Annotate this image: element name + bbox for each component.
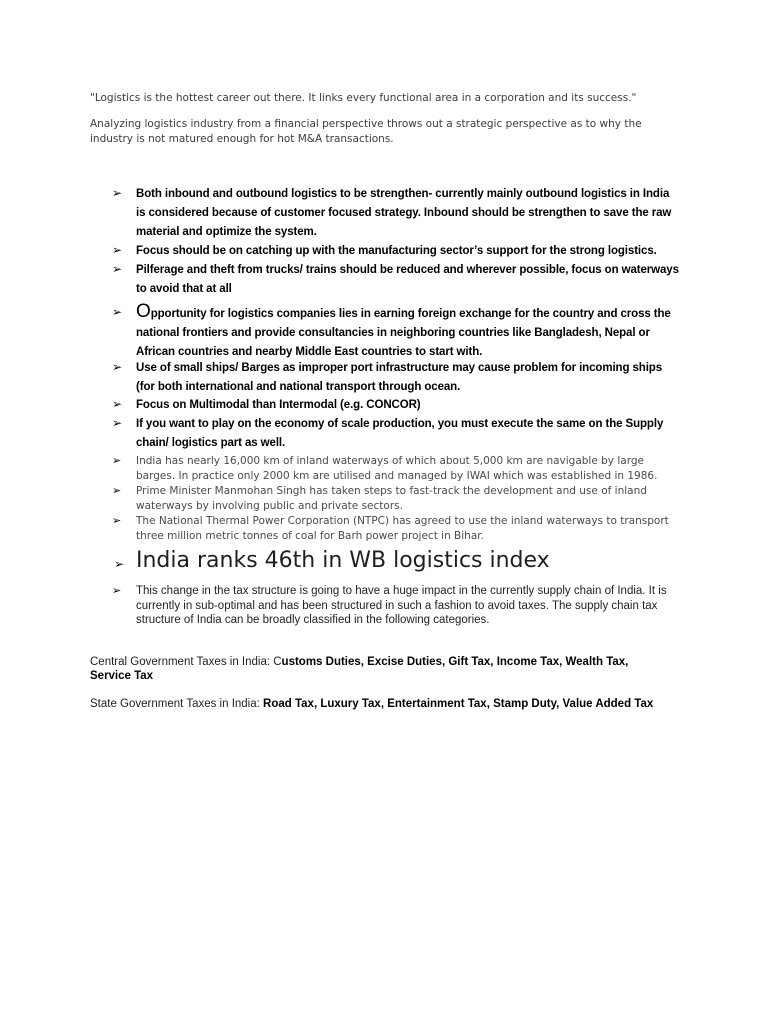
bullet-text: Pilferage and theft from trucks/ trains should be reduced and wherever possible, focus on waterways to avoid that at all: [136, 264, 679, 295]
arrow-bullet-icon: ➢: [112, 305, 123, 319]
arrow-bullet-icon: ➢: [112, 186, 123, 200]
bullet-text: Focus on Multimodal than Intermodal (e.g. CONCOR): [136, 399, 421, 411]
bullet-text: Use of small ships/ Barges as improper port infrastructure may cause problem for incoming ships (for both international and national transport through ocean.: [136, 362, 663, 393]
bullet-text: [136, 302, 681, 362]
arrow-bullet-icon: ➢: [112, 397, 123, 411]
bullet-text-rest: pportunity for logistics companies lies in earning foreign exchange for the country and cross the national frontiers and provide consultancies in neighboring countries like Bangladesh, Nepal or African countries and nearby Middle East countries to start with.: [136, 308, 671, 358]
arrow-bullet-icon: ➢: [112, 484, 122, 497]
intro-analysis: Analyzing logistics industry from a financial perspective throws out a strategic perspective as to why the industry is not matured enough for hot M&A transactions.: [90, 118, 642, 145]
drop-cap: O: [136, 301, 151, 322]
central-taxes-list: ustoms Duties, Excise Duties, Gift Tax, Income Tax, Wealth Tax, Service Tax: [90, 656, 629, 682]
bullet-text: Both inbound and outbound logistics to be strengthen- currently mainly outbound logistics in India is considered because of customer focused strategy. Inbound should be strengthen to save the raw material and optimize the system.: [136, 188, 672, 238]
bullet-text: Prime Minister Manmohan Singh has taken steps to fast-track the development and use of inland waterways by involving public and private sectors.: [136, 485, 647, 512]
bullet-text: The National Thermal Power Corporation (NTPC) has agreed to use the inland waterways to transport three million metric tonnes of coal for Barh power project in Bihar.: [136, 515, 669, 542]
arrow-bullet-icon: ➢: [112, 416, 123, 430]
arrow-bullet-icon: ➢: [112, 243, 123, 257]
central-taxes: [90, 655, 670, 683]
state-taxes: [90, 697, 670, 711]
state-taxes-label: State Government Taxes in India:: [90, 698, 264, 710]
bullet-text: Focus should be on catching up with the manufacturing sector’s support for the strong logistics.: [136, 245, 657, 257]
bullet-text: This change in the tax structure is going to have a huge impact in the currently supply chain of India. It is currently in sub-optimal and has been structured in such a fashion to avoid taxes. The supply chain tax structure of India can be broadly classified in the following categories.: [136, 585, 667, 626]
bullet-text: If you want to play on the economy of scale production, you must execute the same on the Supply chain/ logistics part as well.: [136, 418, 664, 449]
arrow-bullet-icon: ➢: [112, 584, 122, 597]
bullet-text: India has nearly 16,000 km of inland waterways of which about 5,000 km are navigable by large barges. In practice only 2000 km are utilised and managed by IWAI which was established in 1986.: [136, 455, 658, 482]
arrow-bullet-icon: ➢: [114, 557, 125, 571]
arrow-bullet-icon: ➢: [112, 360, 123, 374]
state-taxes-list: Road Tax, Luxury Tax, Entertainment Tax, Stamp Duty, Value Added Tax: [263, 698, 654, 710]
arrow-bullet-icon: ➢: [112, 454, 122, 467]
arrow-bullet-icon: ➢: [112, 262, 123, 276]
intro-quote: "Logistics is the hottest career out there. It links every functional area in a corporation and its success.": [90, 92, 637, 104]
central-taxes-label: Central Government Taxes in India: C: [90, 656, 282, 668]
arrow-bullet-icon: ➢: [112, 514, 122, 527]
section-heading: India ranks 46th in WB logistics index: [136, 548, 550, 573]
